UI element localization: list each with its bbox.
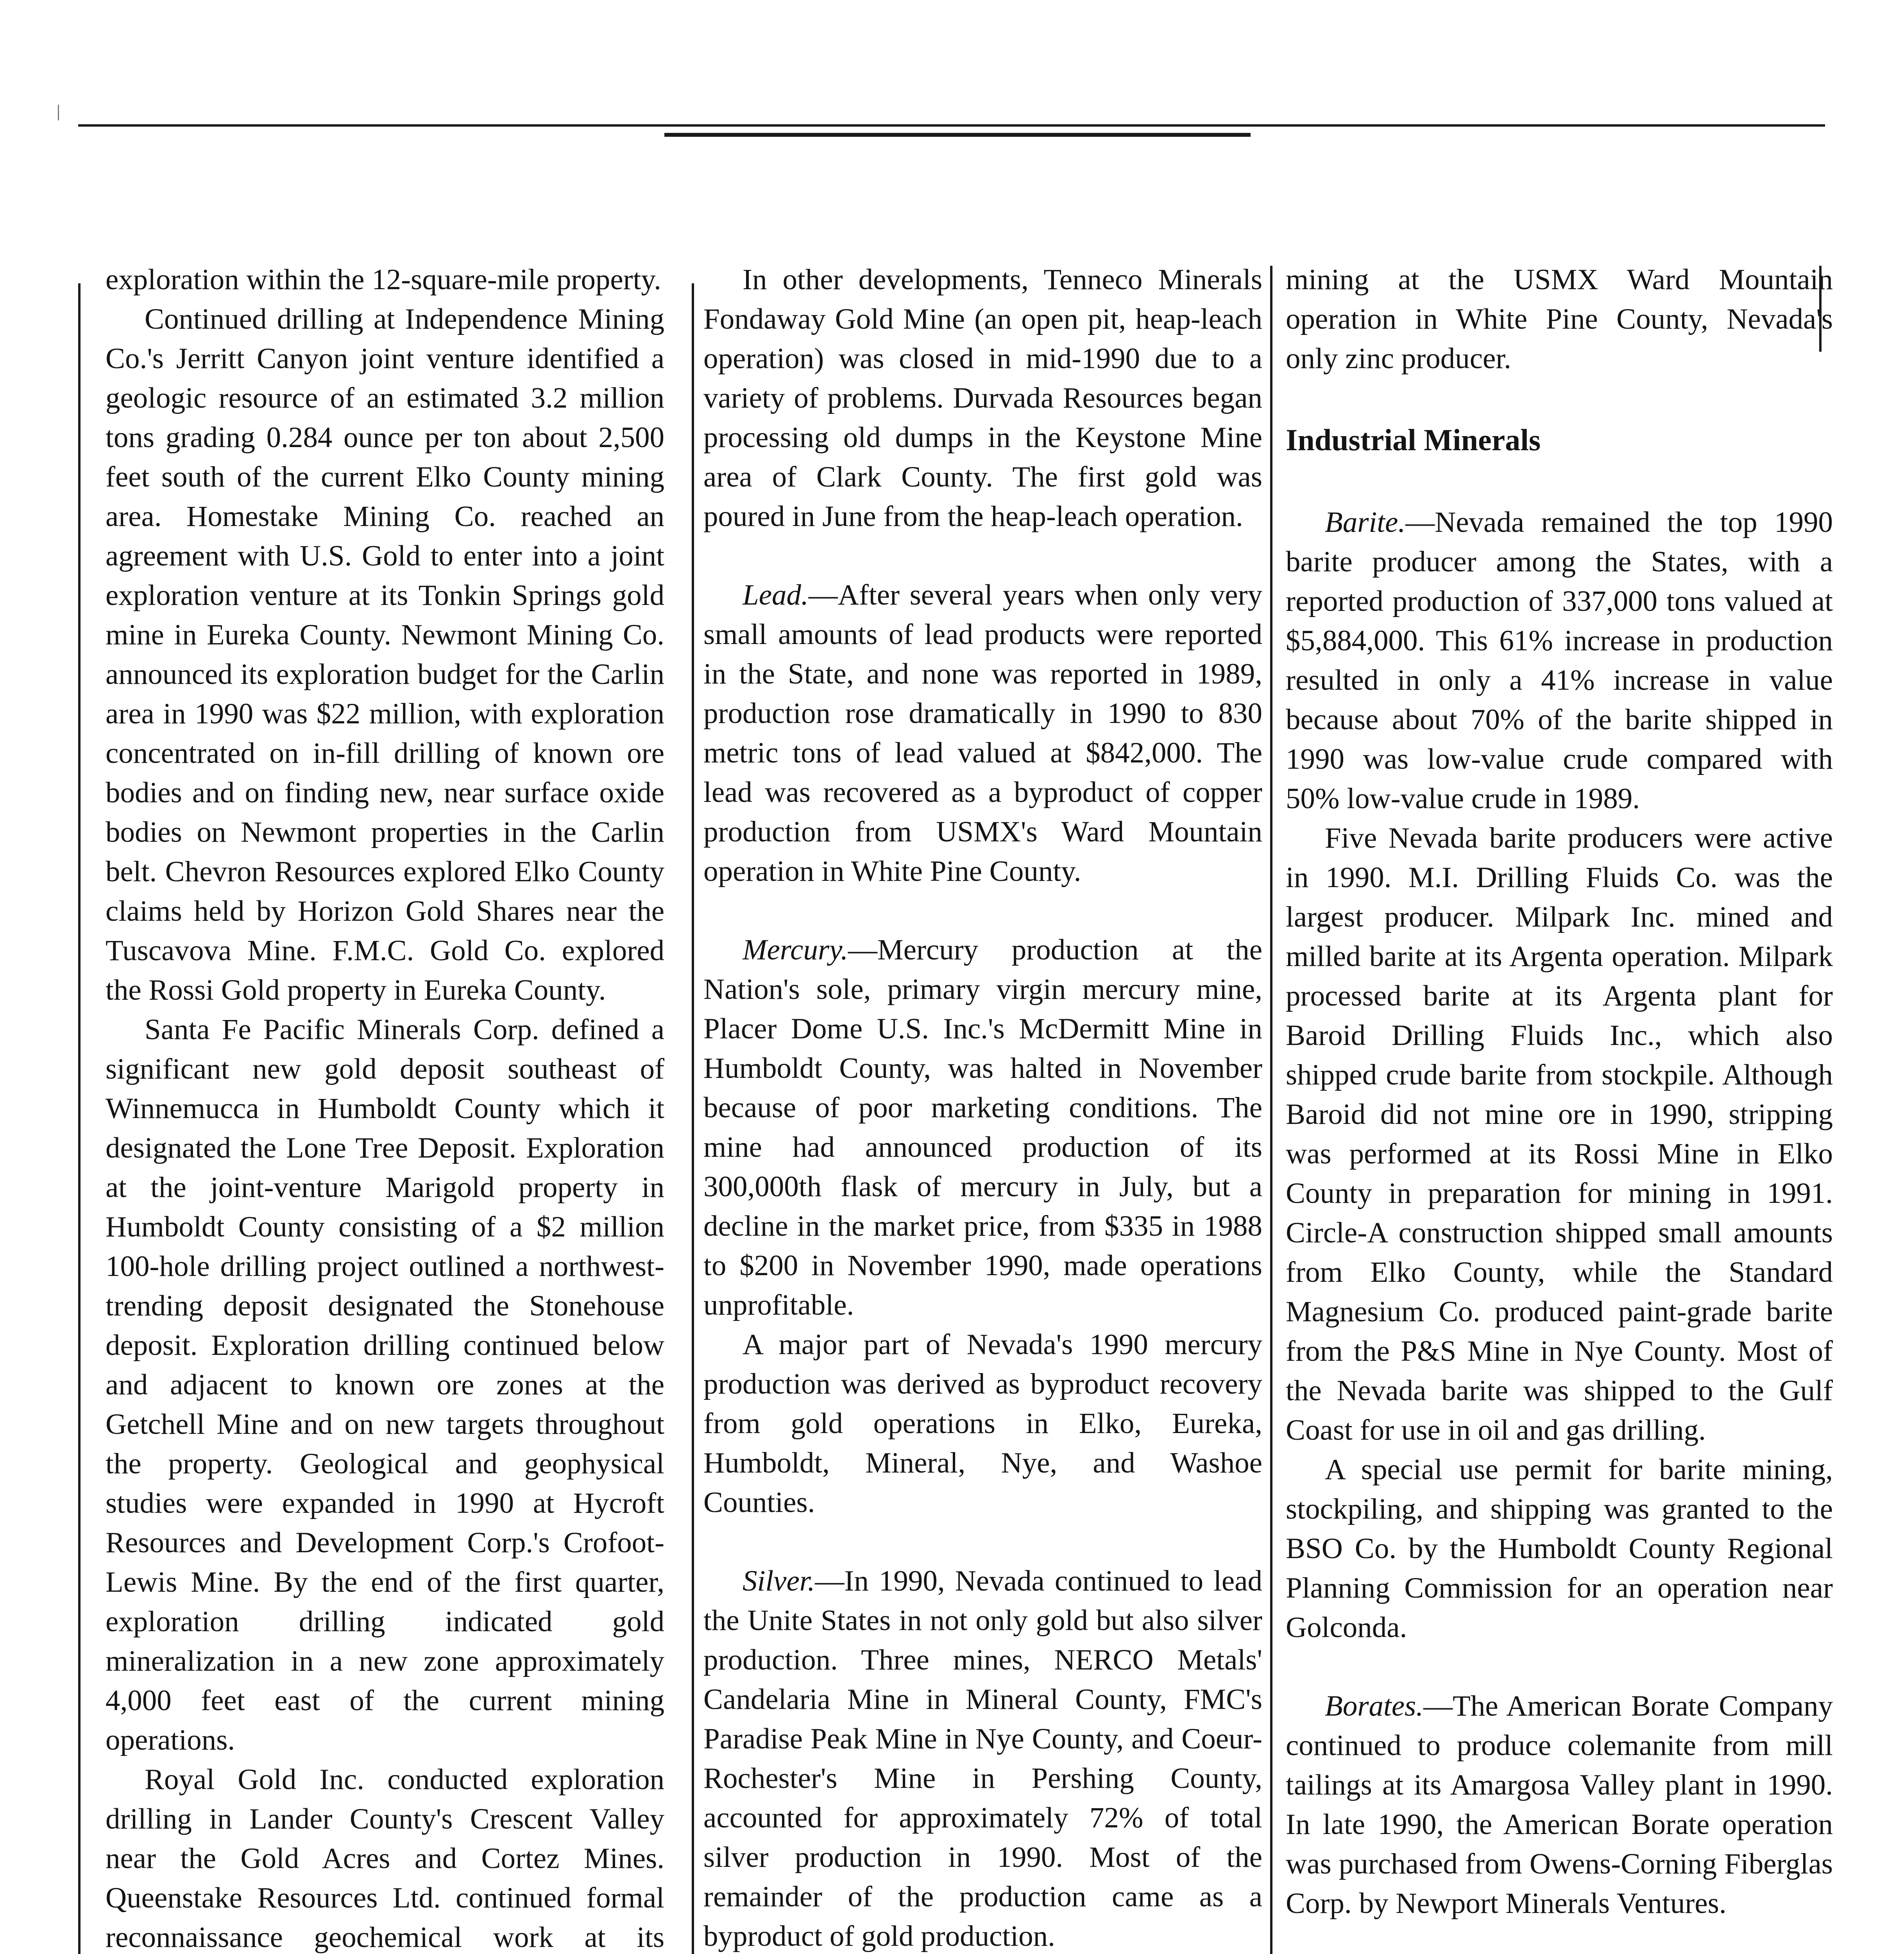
column-rule-2: [1270, 266, 1272, 1954]
paragraph: Five Nevada barite producers were active in 1990. M.I. Drilling Fluids Co. was the largest producer. Milpark Inc. mined and milled barite at its Argenta operation. Milpark processed barite at its Argenta plant for Baroid Drilling Fluids Inc., which also shipped crude barite from stockpile. Although Baroid did not mine ore in 1990, stripping was performed at its Rossi Mine in Elko County in preparation for mining in 1991. Circle-A construction shipped small amounts from Elko County, while the Standard Magnesium Co. produced paint-grade barite from the P&S Mine in Nye County. Most of the Nevada barite was shipped to the Gulf Coast for use in oil and gas drilling.: [1286, 822, 1833, 1446]
column-rule-left: [78, 283, 81, 1954]
borates-runin-heading: Borates.: [1325, 1690, 1424, 1722]
paragraph: mining at the USMX Ward Mountain operation in White Pine County, Nevada's only zinc producer.: [1286, 263, 1833, 375]
column-1: [106, 260, 664, 1954]
paragraph: Royal Gold Inc. conducted exploration drilling in Lander County's Crescent Valley near the Gold Acres and Cortez Mines. Queenstake Resources Ltd. continued formal reconnaissance geochemical work at its: [106, 1763, 664, 1954]
silver-runin-heading: Silver.: [743, 1565, 815, 1597]
column-3: [1286, 260, 1833, 1954]
margin-mark: [58, 105, 59, 120]
silver-text: —In 1990, Nevada continued to lead the Unite States in not only gold but also silver production. Three mines, NERCO Metals' Candelaria Mine in Mineral County, FMC's Paradise Peak Mine in Nye County, and Coeur-Rochester's Mine in Pershing County, accounted for approximately 72% of total silver production in 1990. Most of the remainder of the production came as a byproduct of gold production.: [703, 1565, 1262, 1952]
paragraph: Continued drilling at Independence Mining Co.'s Jerritt Canyon joint venture identified a geologic resource of an estimated 3.2 million tons grading 0.284 ounce per ton about 2,500 feet south of the current Elko County mining area. Homestake Mining Co. reached an agreement with U.S. Gold to enter into a joint exploration venture at its Tonkin Springs gold mine in Eureka County. Newmont Mining Co. announced its exploration budget for the Carlin area in 1990 was $22 million, with exploration concentrated on in-fill drilling of known ore bodies and on finding new, near surface oxide bodies on Newmont properties in the Carlin belt. Chevron Resources explored Elko County claims held by Horizon Gold Shares near the Tuscavova Mine. F.M.C. Gold Co. explored the Rossi Gold property in Eureka County.: [106, 303, 664, 1006]
header-rule: [78, 124, 1825, 127]
paragraph: A major part of Nevada's 1990 mercury production was derived as byproduct recovery from gold operations in Elko, Eureka, Humboldt, Mineral, Nye, and Washoe Counties.: [703, 1328, 1262, 1519]
borates-section: [1286, 1686, 1833, 1923]
section-heading: Industrial Minerals: [1286, 423, 1541, 457]
lead-runin-heading: Lead.: [743, 579, 809, 611]
paragraph: In other developments, Tenneco Minerals Fondaway Gold Mine (an open pit, heap-leach operation) was closed in mid-1990 due to a variety of problems. Durvada Resources began processing old dumps in the Keystone Mine area of Clark County. The first gold was poured in June from the heap-leach operation.: [703, 263, 1262, 533]
lead-section: [703, 575, 1262, 891]
paragraph: Santa Fe Pacific Minerals Corp. defined a significant new gold deposit southeast of Winnemucca in Humboldt County which it designated the Lone Tree Deposit. Exploration at the joint-venture Marigold property in Humboldt County consisting of a $2 million 100-hole drilling project outlined a northwest-trending deposit designated the Stonehouse deposit. Exploration drilling continued below and adjacent to known ore zones at the Getchell Mine and on new targets throughout the property. Geological and geophysical studies were expanded in 1990 at Hycroft Resources and Development Corp.'s Crofoot-Lewis Mine. By the end of the first quarter, exploration drilling indicated gold mineralization in a new zone approximately 4,000 feet east of the current mining operations.: [106, 1013, 664, 1756]
column-rule-1: [692, 283, 694, 1954]
paragraph: A special use permit for barite mining, stockpiling, and shipping was granted to the BSO Co. by the Humboldt County Regional Planning Commission for an operation near Golconda.: [1286, 1453, 1833, 1644]
barite-section: [1286, 503, 1833, 818]
header-rule-accent: [664, 133, 1251, 137]
paragraph: exploration within the 12-square-mile property.: [106, 263, 661, 296]
mercury-section: [703, 930, 1262, 1325]
lead-text: —After several years when only very small amounts of lead products were reported in the State, and none was reported in 1989, production rose dramatically in 1990 to 830 metric tons of lead valued at $842,000. The lead was recovered as a byproduct of copper production from USMX's Ward Mountain operation in White Pine County.: [703, 579, 1262, 888]
silver-section: [703, 1561, 1262, 1954]
column-2: [703, 260, 1262, 1954]
mercury-text: —Mercury production at the Nation's sole, primary virgin mercury mine, Placer Dome U.S. Inc.'s McDermitt Mine in Humboldt County, was halted in November because of poor marketing conditions. The mine had announced production of its 300,000th flask of mercury in July, but a decline in the market price, from $335 in 1988 to $200 in November 1990, made operations unprofitable.: [703, 934, 1262, 1321]
barite-text: —Nevada remained the top 1990 barite producer among the States, with a reported production of 337,000 tons valued at $5,884,000. This 61% increase in production resulted in only a 41% increase in value because about 70% of the barite shipped in 1990 was low-value crude compared with 50% low-value crude in 1989.: [1286, 506, 1833, 815]
mercury-runin-heading: Mercury.: [743, 934, 848, 966]
borates-text: —The American Borate Company continued to produce colemanite from mill tailings at its Amargosa Valley plant in 1990. In late 1990, the American Borate operation was purchased from Owens-Corning Fiberglas Corp. by Newport Minerals Ventures.: [1286, 1690, 1833, 1920]
barite-runin-heading: Barite.: [1325, 506, 1406, 539]
